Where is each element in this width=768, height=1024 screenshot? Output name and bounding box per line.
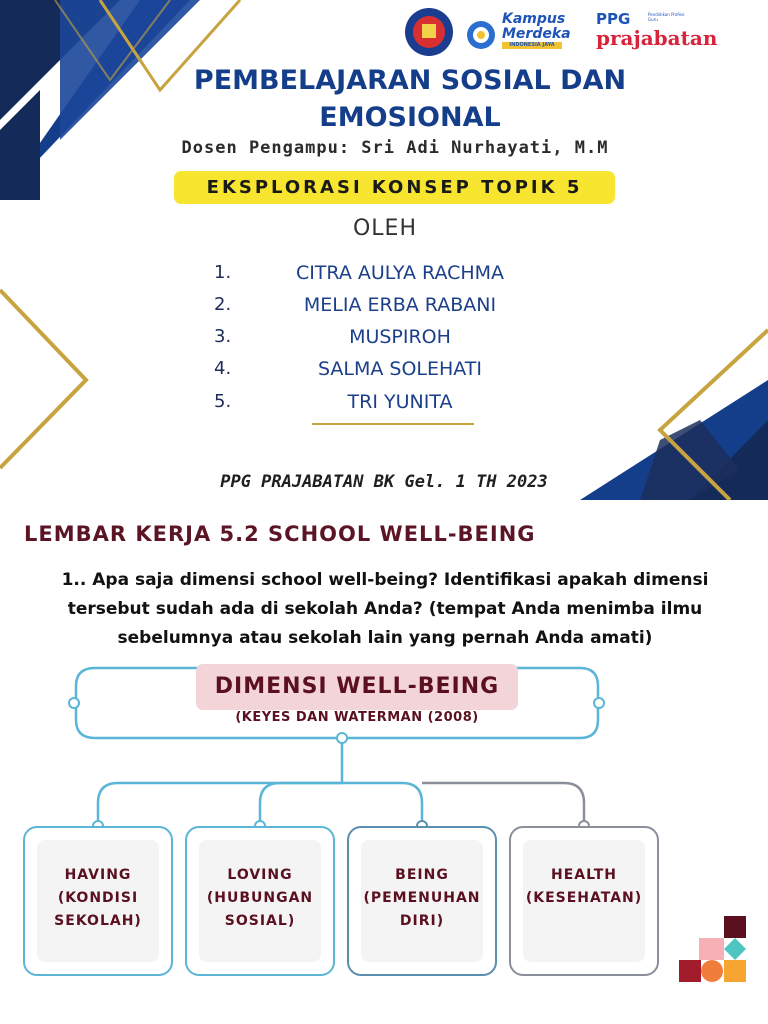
diagram-subtitle: (KEYES DAN WATERMAN (2008) — [235, 710, 479, 725]
card-text — [25, 864, 171, 933]
card-line: DIRI) — [399, 913, 445, 929]
deco-square-yellow — [724, 960, 746, 982]
ppg-side-label: Pendidikan Profesi Guru — [648, 12, 685, 22]
card-line: HAVING — [64, 867, 132, 883]
topic-badge: EKSPLORASI KONSEP TOPIK 5 — [174, 171, 615, 204]
member-name: MELIA ERBA RABANI — [303, 294, 497, 316]
member-number: 3. — [214, 326, 232, 347]
member-item — [200, 262, 540, 292]
card-line: LOVING — [227, 867, 293, 883]
member-item — [200, 391, 540, 421]
card-line: HEALTH — [551, 867, 617, 883]
university-seal-logo — [400, 6, 460, 58]
member-name: CITRA AULYA RACHMA — [295, 262, 505, 284]
deco-square-red — [679, 960, 701, 982]
dimension-card-health — [509, 826, 659, 976]
card-line: (KESEHATAN) — [525, 890, 643, 906]
kampus-text: Kampus — [502, 11, 566, 27]
gold-underline — [312, 423, 474, 425]
branch-loving — [260, 783, 342, 823]
member-item — [200, 294, 540, 324]
dimension-card-loving — [185, 826, 335, 976]
branch-health — [422, 783, 584, 823]
page-title-line2: EMOSIONAL — [319, 102, 501, 133]
merdeka-text: Merdeka — [502, 26, 571, 42]
member-name: MUSPIROH — [349, 326, 451, 348]
lecturer-line: Dosen Pengampu: Sri Adi Nurhayati, M.M — [181, 138, 609, 158]
deco-circle-orange — [701, 960, 723, 982]
deco-square-maroon — [724, 916, 746, 938]
tut-wuri-logo — [466, 20, 498, 52]
worksheet-section — [0, 500, 768, 1024]
page-title-line1: PEMBELAJARAN SOSIAL DAN — [193, 65, 627, 96]
prajabatan-label: prajabatan — [596, 26, 718, 50]
deco-diamond-teal — [724, 938, 746, 960]
card-text — [349, 864, 495, 933]
member-number: 5. — [214, 391, 232, 412]
diagram-title: DIMENSI WELL-BEING — [196, 664, 518, 710]
member-number: 2. — [214, 294, 232, 315]
dimension-card-being — [347, 826, 497, 976]
deco-square-pink — [699, 938, 724, 960]
member-item — [200, 326, 540, 356]
branch-being — [342, 783, 422, 823]
card-line: SOSIAL) — [224, 913, 296, 929]
ppg-label: PPG — [596, 10, 631, 28]
seal-icon — [400, 6, 458, 58]
ppg-prajabatan-logo — [596, 10, 756, 54]
card-line: SEKOLAH) — [54, 913, 142, 929]
card-text — [187, 864, 333, 933]
dimension-card-having — [23, 826, 173, 976]
gold-chevron-left — [0, 290, 86, 468]
member-number: 1. — [214, 262, 232, 283]
question-line: tersebut sudah ada di sekolah Anda? (tempat Anda menimba ilmu — [67, 599, 703, 619]
member-item — [200, 358, 540, 388]
card-line: (HUBUNGAN — [206, 890, 314, 906]
card-line: (KONDISI — [57, 890, 139, 906]
card-text — [511, 864, 657, 910]
cover-section — [0, 0, 768, 500]
member-name: SALMA SOLEHATI — [317, 358, 483, 380]
frame-node-bottom — [337, 733, 347, 743]
question-line: 1.. Apa saja dimensi school well-being? Identifikasi apakah dimensi — [61, 570, 709, 590]
member-number: 4. — [214, 358, 232, 379]
worksheet-heading: LEMBAR KERJA 5.2 SCHOOL WELL-BEING — [24, 522, 536, 546]
question-line: sebelumnya atau sekolah lain yang pernah Anda amati) — [117, 628, 653, 648]
frame-node-right — [594, 698, 604, 708]
kampus-merdeka-logo — [502, 12, 582, 56]
tut-wuri-icon — [466, 20, 496, 50]
kampus-tag: INDONESIA JAYA — [502, 42, 562, 49]
card-line: (PEMENUHAN — [363, 890, 481, 906]
frame-node-left — [69, 698, 79, 708]
branch-having — [98, 783, 342, 823]
member-name: TRI YUNITA — [347, 391, 453, 413]
cover-footer: PPG PRAJABATAN BK Gel. 1 TH 2023 — [220, 472, 548, 492]
by-label: OLEH — [352, 216, 418, 241]
card-line: BEING — [395, 867, 449, 883]
